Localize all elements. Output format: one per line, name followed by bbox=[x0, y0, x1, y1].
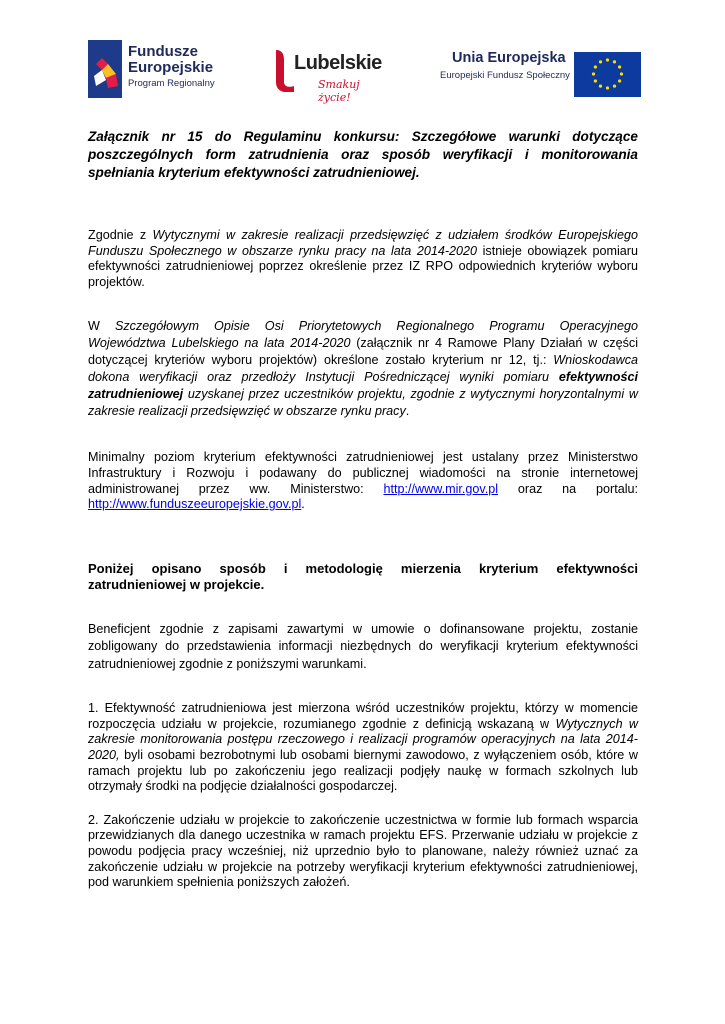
text-run: 1. Efektywność zatrudnieniowa jest mierzona wśród uczestników projektu, którzy w momencie rozpoczęcia udziału w projekcie, rozumianego zgodnie z definicją wskazaną w bbox=[88, 701, 638, 731]
text-run: Zgodnie z bbox=[88, 228, 153, 242]
paragraph-criterion bbox=[88, 318, 638, 420]
criterion-quote: Wnioskodawca dokona weryfikacji oraz przedłoży Instytucji Pośredniczącej wyniki pomiaru bbox=[88, 353, 638, 385]
text-run: oraz na portalu: bbox=[498, 481, 638, 496]
text-run: (załącznik nr 4 Ramowe Plany Działań w części dotyczącej kryteriów wyboru projektów) określone zostało kryterium nr 12, tj.: bbox=[88, 336, 638, 368]
criterion-quote: uzyskanej przez uczestników projektu, zgodnie z wytycznymi horyzontalnymi w zakresie realizacji przedsięwzięć w obszarze rynku pracy bbox=[88, 387, 638, 419]
lubelskie-l-icon bbox=[272, 48, 294, 92]
fe-name-line3: Program Regionalny bbox=[128, 78, 215, 89]
lubelskie-slogan: Smakuj życie! bbox=[318, 78, 360, 104]
szoop-title: Szczegółowym Opisie Osi Priorytetowych Regionalnego Programu Operacyjnego Województwa Lubelskiego na lata 2014-2020 bbox=[88, 319, 638, 351]
eu-flag-icon bbox=[574, 52, 641, 97]
lubelskie-name: Lubelskie bbox=[294, 52, 382, 74]
paragraph-guidelines bbox=[88, 228, 638, 290]
text-run: istnieje obowiązek pomiaru efektywności zatrudnieniowej poprzez określenie przez IZ RPO odpowiednich kryteriów wyboru projektów. bbox=[88, 243, 638, 289]
paragraph-minimum-level bbox=[88, 450, 638, 512]
text-run: . bbox=[301, 497, 305, 512]
text-run: W bbox=[88, 319, 115, 334]
fe-name-line1: Fundusze bbox=[128, 43, 198, 60]
document-title: Załącznik nr 15 do Regulaminu konkursu: Szczegółowe warunki dotyczące poszczególnych form zatrudnienia oraz sposób weryfikacji i monitorowania spełniania kryterium efektywności zatrudnieniowej. bbox=[88, 129, 638, 180]
lubelskie-logo bbox=[272, 42, 392, 102]
monitoring-guidelines-title: Wytycznych w zakresie monitorowania postępu rzeczowego i realizacji programów operacyjnych na lata 2014-2020, bbox=[88, 716, 638, 763]
fe-star-icon bbox=[88, 40, 122, 98]
ue-name: Unia Europejska bbox=[452, 50, 566, 66]
paragraph-point-1 bbox=[88, 701, 638, 795]
fe-name-line2: Europejskie bbox=[128, 59, 214, 76]
unia-europejska-logo bbox=[440, 50, 570, 81]
criterion-emphasis: efektywności zatrudnieniowej bbox=[88, 370, 638, 402]
fundusze-link[interactable]: http://www.funduszeeuropejskie.gov.pl bbox=[88, 497, 302, 512]
fundusze-europejskie-logo bbox=[88, 40, 238, 100]
ue-fund-name: Europejski Fundusz Społeczny bbox=[440, 70, 570, 81]
text-run: byli osobami bezrobotnymi lub osobami biernymi zawodowo, z wyłączeniem osób, które w ramach projektu lub po zakończeniu jego realizacji podjęły naukę w formach szkolnych lub otrzymały środki na podjęcie działalności gospodarczej. bbox=[88, 748, 638, 794]
document-body bbox=[88, 128, 638, 891]
section-heading: Poniżej opisano sposób i metodologię mierzenia kryterium efektywności zatrudnieniowej w projekcie. bbox=[88, 560, 638, 592]
paragraph-point-2: 2. Zakończenie udziału w projekcie to zakończenie uczestnictwa w formie lub formach wsparcia przewidzianych dla danego uczestnika w ramach projektu EFS. Przerwanie udziału w projekcie z powodu podjęcia pracy wcześniej, niż uprzednio było to planowane, należy również uznać za zakończenie udziału w projekcie na potrzeby weryfikacji kryterium efektywności zatrudnieniowej, pod warunkiem spełnienia poniższych założeń. bbox=[88, 812, 638, 890]
logo-bar bbox=[0, 38, 725, 108]
mir-link[interactable]: http://www.mir.gov.pl bbox=[383, 481, 499, 496]
paragraph-beneficiary: Beneficjent zgodnie z zapisami zawartymi w umowie o dofinansowane projektu, zostanie zobligowany do przedstawienia informacji niezbędnych do weryfikacji kryterium efektywności zatrudnieniowej zgodnie z poniższymi warunkami. bbox=[88, 621, 638, 671]
text-run: . bbox=[405, 404, 410, 419]
guidelines-title: Wytycznymi w zakresie realizacji przedsięwzięć z udziałem środków Europejskiego Funduszu Społecznego w obszarze rynku pracy na lata 2014-2020 bbox=[88, 228, 638, 258]
text-run: Minimalny poziom kryterium efektywności zatrudnieniowej jest ustalany przez Ministerstwo Infrastruktury i Rozwoju i podawany do publicznej wiadomości na stronie internetowej administrowanej przez ww. Ministerstwo: bbox=[88, 450, 638, 496]
